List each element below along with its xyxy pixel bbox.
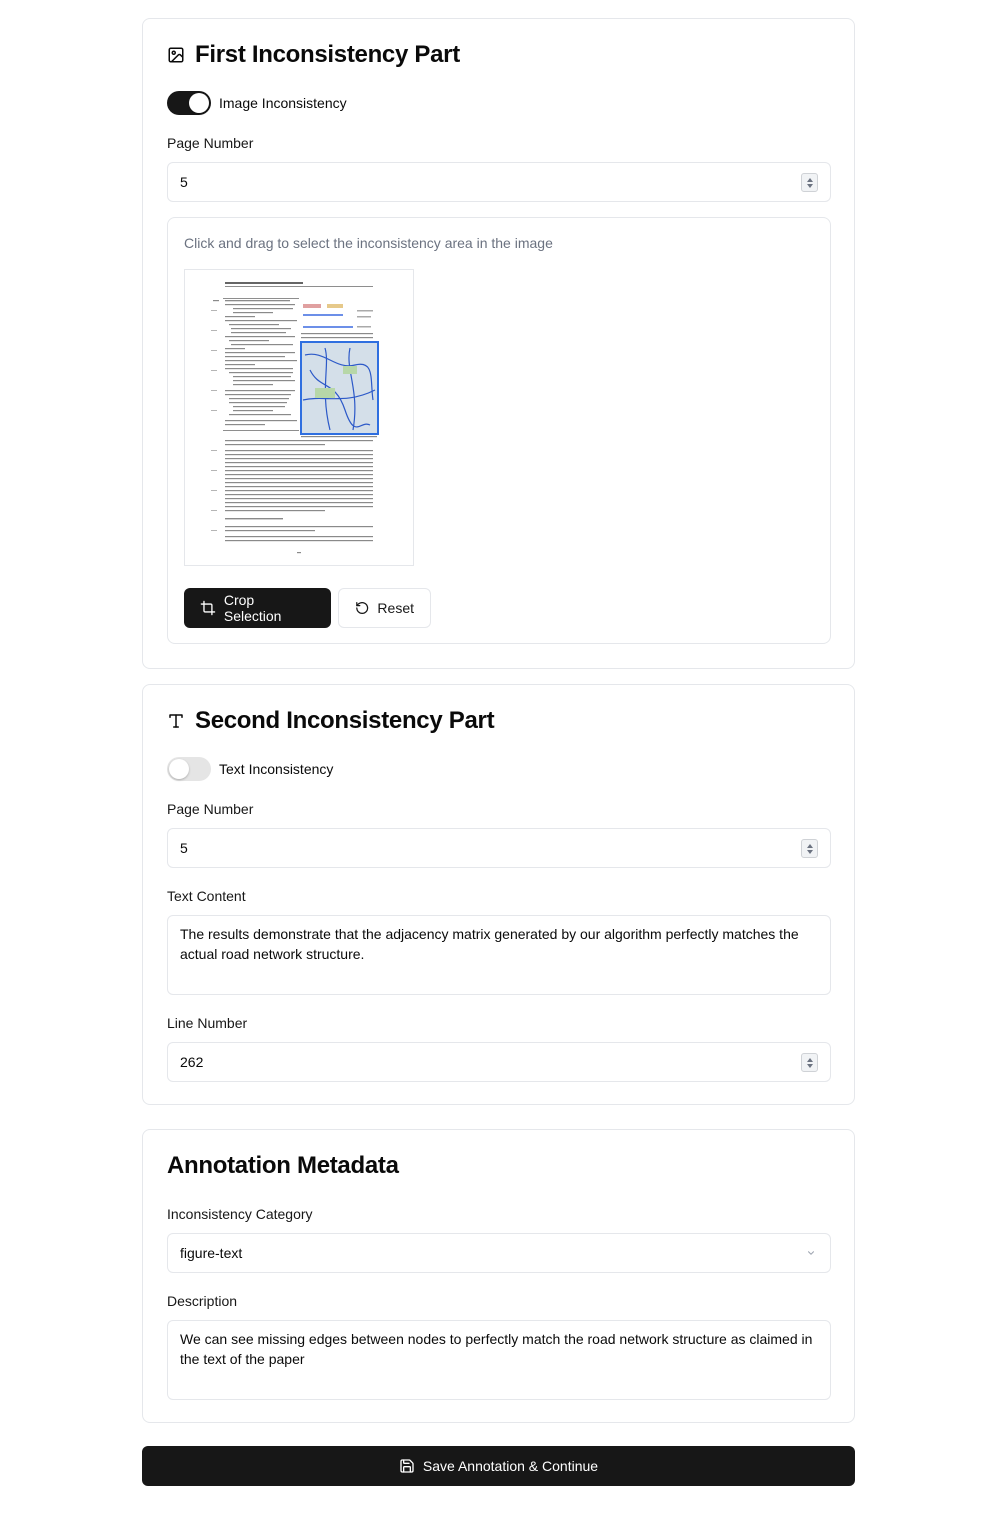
image-selection-hint: Click and drag to select the inconsistency area in the image: [184, 235, 553, 251]
description-label: Description: [167, 1293, 238, 1309]
second-part-title: [167, 707, 494, 735]
metadata-title-text: Annotation Metadata: [167, 1152, 399, 1179]
text-inconsistency-switch[interactable]: [167, 757, 211, 781]
paper-page-image[interactable]: [184, 269, 414, 566]
second-page-number-value: 5: [180, 840, 188, 856]
image-inconsistency-switch[interactable]: [167, 91, 211, 115]
first-inconsistency-card: [142, 18, 855, 669]
category-label: Inconsistency Category: [167, 1206, 313, 1222]
annotation-metadata-card: [142, 1129, 855, 1423]
text-content-label: Text Content: [167, 888, 246, 904]
first-part-title-text: First Inconsistency Part: [195, 41, 460, 68]
reset-button[interactable]: [338, 588, 431, 628]
text-inconsistency-toggle-row: [167, 757, 333, 781]
chevron-down-icon: [806, 1248, 816, 1258]
metadata-title: [167, 1152, 399, 1180]
image-inconsistency-label: Image Inconsistency: [219, 95, 347, 111]
description-field[interactable]: We can see missing edges between nodes to perfectly match the road network structure as claimed in the text of the paper: [167, 1320, 831, 1400]
reset-icon: [355, 600, 369, 616]
first-page-number-stepper[interactable]: [801, 173, 818, 192]
image-icon: [167, 46, 185, 64]
second-page-number-label: Page Number: [167, 801, 254, 817]
save-icon: [399, 1458, 415, 1474]
image-inconsistency-toggle-row: [167, 91, 347, 115]
second-inconsistency-card: [142, 684, 855, 1105]
first-part-title: [167, 41, 460, 69]
second-page-number-stepper[interactable]: [801, 839, 818, 858]
paper-page-thumbnail: [185, 270, 414, 566]
switch-knob: [169, 759, 189, 779]
switch-knob: [189, 93, 209, 113]
text-inconsistency-label: Text Inconsistency: [219, 761, 334, 777]
second-page-number-input[interactable]: [167, 828, 831, 868]
crop-selection-label: Crop Selection: [223, 592, 282, 624]
line-number-stepper[interactable]: [801, 1053, 818, 1072]
text-type-icon: [167, 712, 185, 730]
save-annotation-button[interactable]: [142, 1446, 855, 1486]
crop-icon: [200, 600, 216, 616]
crop-selection-button[interactable]: [184, 588, 331, 628]
line-number-label: Line Number: [167, 1015, 248, 1031]
first-page-number-input[interactable]: [167, 162, 831, 202]
image-selection-panel: [167, 217, 831, 644]
category-value: figure-text: [180, 1245, 243, 1261]
second-part-title-text: Second Inconsistency Part: [195, 707, 495, 734]
line-number-value: 262: [180, 1054, 204, 1070]
line-number-input[interactable]: [167, 1042, 831, 1082]
first-page-number-value: 5: [180, 174, 188, 190]
text-content-field[interactable]: The results demonstrate that the adjacency matrix generated by our algorithm perfectly matches the actual road network structure.: [167, 915, 831, 995]
first-page-number-label: Page Number: [167, 135, 254, 151]
reset-label: Reset: [377, 600, 414, 616]
save-annotation-label: Save Annotation & Continue: [422, 1458, 599, 1474]
category-select[interactable]: [167, 1233, 831, 1273]
